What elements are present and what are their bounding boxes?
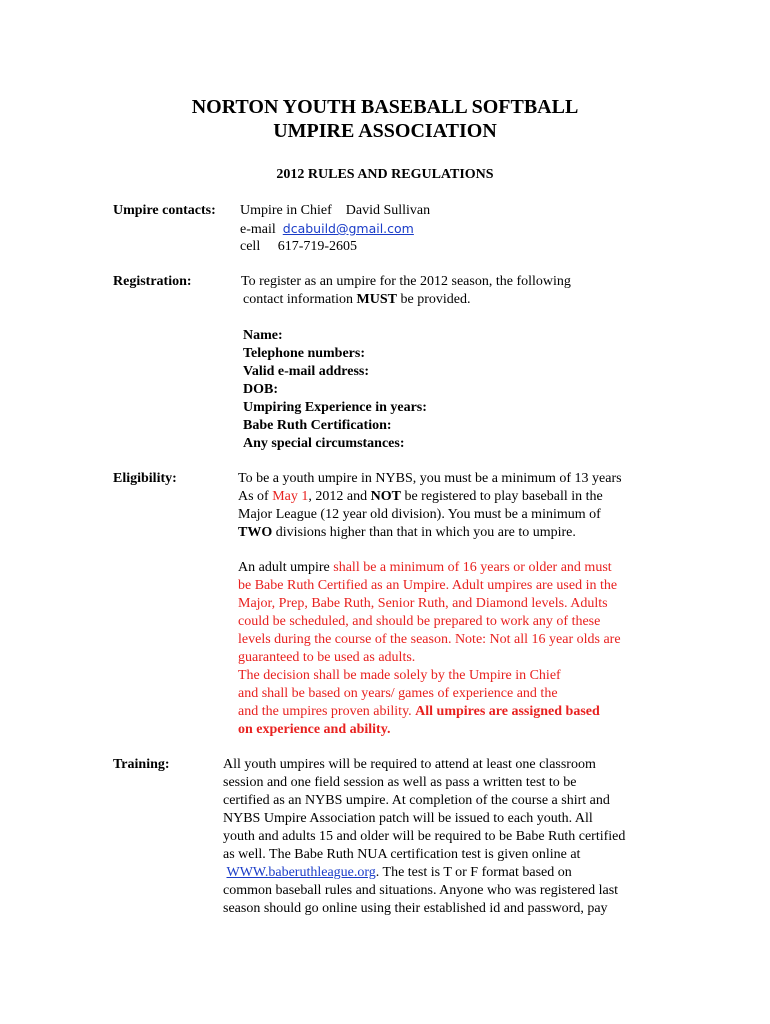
training-line-8: common baseball rules and situations. Anyone who was registered last [223, 883, 619, 898]
chief-name: David Sullivan [345, 203, 431, 218]
registration-line-2-pre: contact information [243, 292, 357, 307]
training-line-3: certified as an NYBS umpire. At completion of the course a shirt and [223, 793, 610, 808]
field-telephone: Telephone numbers: [243, 346, 366, 361]
eligibility-asof: As of [238, 489, 273, 504]
eligibility-p1-line-4 [238, 524, 576, 542]
eligibility-p2-line-8: and shall be based on years/ games of experience and the [238, 686, 558, 701]
eligibility-p2-line-10: on experience and ability. [238, 722, 391, 737]
registration-line-1: To register as an umpire for the 2012 season, the following [241, 274, 571, 289]
field-email: Valid e-mail address: [243, 364, 370, 379]
eligibility-p1-line-2 [238, 488, 603, 506]
eligibility-p2-line-7: The decision shall be made solely by the Umpire in Chief [238, 668, 561, 683]
eligibility-label: Eligibility: [113, 471, 177, 486]
eligibility-p2-line-1-red: shall be a minimum of 16 years or older and must [333, 560, 612, 575]
training-line-7 [223, 864, 572, 882]
training-line-4: NYBS Umpire Association patch will be issued to each youth. All [223, 811, 593, 826]
cell-line [240, 238, 357, 256]
title-line-1: NORTON YOUTH BASEBALL SOFTBALL [191, 96, 579, 118]
field-certification: Babe Ruth Certification: [243, 418, 392, 433]
eligibility-p2-line-1 [238, 559, 612, 577]
baberuth-link[interactable]: WWW.baberuthleague.org [226, 865, 376, 880]
chief-line [240, 202, 430, 220]
training-line-7-post: . The test is T or F format based on [375, 865, 572, 880]
registration-line-2-post: be provided. [396, 292, 471, 307]
eligibility-p2-line-2: be Babe Ruth Certified as an Umpire. Adult umpires are used in the [238, 578, 618, 593]
eligibility-p2-line-9-bold: All umpires are assigned based [415, 704, 600, 719]
field-name: Name: [243, 328, 283, 343]
eligibility-p2-line-9-pre: and the umpires proven ability. [238, 704, 416, 719]
email-line [240, 220, 414, 239]
cell-number: 617-719-2605 [277, 239, 358, 254]
cell-label: cell [240, 239, 261, 254]
training-line-1: All youth umpires will be required to attend at least one classroom [223, 757, 596, 772]
eligibility-adult-umpire: An adult umpire [238, 560, 334, 575]
email-link[interactable]: dcabuild@gmail.com [282, 221, 414, 236]
training-line-6: as well. The Babe Ruth NUA certification test is given online at [223, 847, 581, 862]
eligibility-p1-line-2-post: be registered to play baseball in the [400, 489, 603, 504]
eligibility-p1-line-1: To be a youth umpire in NYBS, you must be a minimum of 13 years [238, 471, 622, 486]
eligibility-p1-line-3: Major League (12 year old division). You must be a minimum of [238, 507, 601, 522]
field-special: Any special circumstances: [243, 436, 405, 451]
field-dob: DOB: [243, 382, 278, 397]
contacts-label: Umpire contacts: [113, 203, 216, 218]
eligibility-p2-line-9 [238, 703, 600, 721]
eligibility-year: , 2012 and [308, 489, 371, 504]
training-line-2: session and one field session as well as pass a written test to be [223, 775, 577, 790]
email-label: e-mail [240, 222, 276, 237]
training-line-5: youth and adults 15 and older will be required to be Babe Ruth certified [223, 829, 626, 844]
training-label: Training: [113, 757, 170, 772]
eligibility-two: TWO [238, 525, 273, 540]
field-experience: Umpiring Experience in years: [243, 400, 427, 415]
eligibility-p1-line-4-post: divisions higher than that in which you are to umpire. [272, 525, 576, 540]
eligibility-p2-line-5: levels during the course of the season. Note: Not all 16 year olds are [238, 632, 621, 647]
eligibility-p2-line-4: could be scheduled, and should be prepared to work any of these [238, 614, 601, 629]
registration-line-2 [243, 291, 470, 309]
eligibility-p2-line-6: guaranteed to be used as adults. [238, 650, 416, 665]
training-line-9: season should go online using their established id and password, pay [223, 901, 608, 916]
registration-label: Registration: [113, 274, 192, 289]
registration-must: MUST [356, 292, 397, 307]
title-line-2: UMPIRE ASSOCIATION [273, 120, 497, 142]
eligibility-p2-line-3: Major, Prep, Babe Ruth, Senior Ruth, and Diamond levels. Adults [238, 596, 608, 611]
document-subtitle: 2012 RULES AND REGULATIONS [276, 167, 494, 182]
eligibility-date: May 1 [272, 489, 309, 504]
eligibility-not: NOT [370, 489, 401, 504]
chief-role: Umpire in Chief [240, 203, 332, 218]
